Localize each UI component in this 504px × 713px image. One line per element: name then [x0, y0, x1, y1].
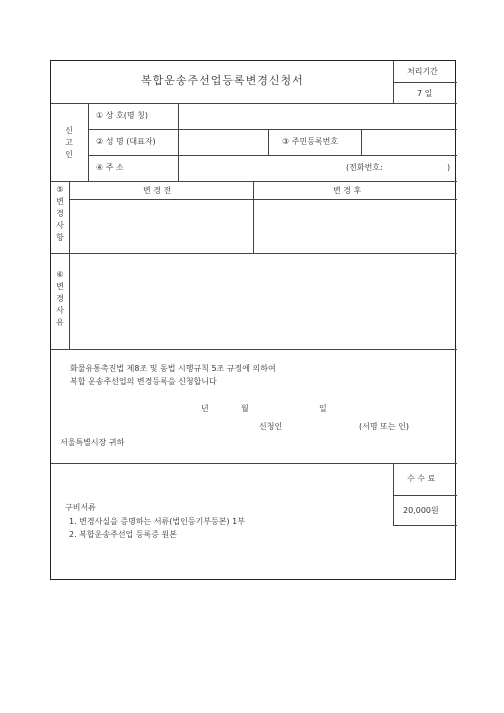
after-change-header: 변 경 후: [333, 186, 362, 195]
before-change-field[interactable]: [70, 200, 252, 252]
resident-number-label: ③ 주민등록번호: [282, 137, 339, 146]
fee-amount: 20,000원: [403, 506, 439, 515]
divider: [51, 463, 457, 464]
phone-label: (전화번호:: [346, 163, 383, 172]
phone-close: ): [447, 163, 451, 172]
applicant-section-label: 신 고 인: [65, 126, 73, 159]
company-name-field[interactable]: [179, 104, 456, 128]
divider: [51, 349, 457, 350]
representative-name-field[interactable]: [179, 130, 267, 154]
divider: [51, 181, 457, 182]
applicant-label: 신청인: [259, 422, 283, 431]
representative-name-label: ② 성 명 (대표자): [96, 137, 156, 146]
recipient-label: 서울특별시장 귀하: [60, 438, 125, 447]
after-change-field[interactable]: [254, 200, 456, 252]
company-name-label: ① 상 호(명 칭): [96, 111, 148, 120]
day-label: 일: [319, 404, 327, 413]
year-label: 년: [201, 404, 209, 413]
signature-label: (서명 또는 인): [359, 422, 409, 431]
address-field[interactable]: [179, 156, 456, 180]
divider: [393, 525, 457, 526]
declaration-line-2: 복합 운송주선업의 변경등록을 신청합니다: [70, 377, 217, 386]
divider: [393, 495, 457, 496]
divider: [88, 103, 89, 181]
declaration-line-1: 화물유통촉진법 제8조 및 동법 시행규칙 5조 규정에 의하여: [70, 364, 276, 373]
application-form: [50, 60, 456, 580]
form-title: 복합운송주선업등록변경신청서: [141, 74, 304, 87]
divider: [393, 463, 394, 525]
reason-section-label: ⑥ 변 경 사 유: [56, 270, 64, 327]
before-change-header: 변 경 전: [143, 186, 172, 195]
required-document-item: 2. 복합운송주선업 등록증 원본: [69, 530, 177, 539]
address-label: ④ 주 소: [96, 163, 124, 172]
change-reason-field[interactable]: [70, 254, 456, 348]
required-document-item: 1. 변경사실을 증명하는 서류(법인등기부등본) 1부: [69, 517, 245, 526]
resident-number-field[interactable]: [362, 130, 456, 154]
changes-section-label: ⑤ 변 경 사 항: [56, 185, 64, 242]
fee-label: 수 수 료: [407, 474, 436, 483]
processing-period-value: 7 일: [417, 89, 433, 98]
divider: [393, 82, 457, 83]
month-label: 월: [241, 404, 249, 413]
divider: [268, 129, 269, 155]
processing-period-label: 처리기간: [407, 67, 438, 76]
required-documents-title: 구비서류: [65, 503, 96, 512]
